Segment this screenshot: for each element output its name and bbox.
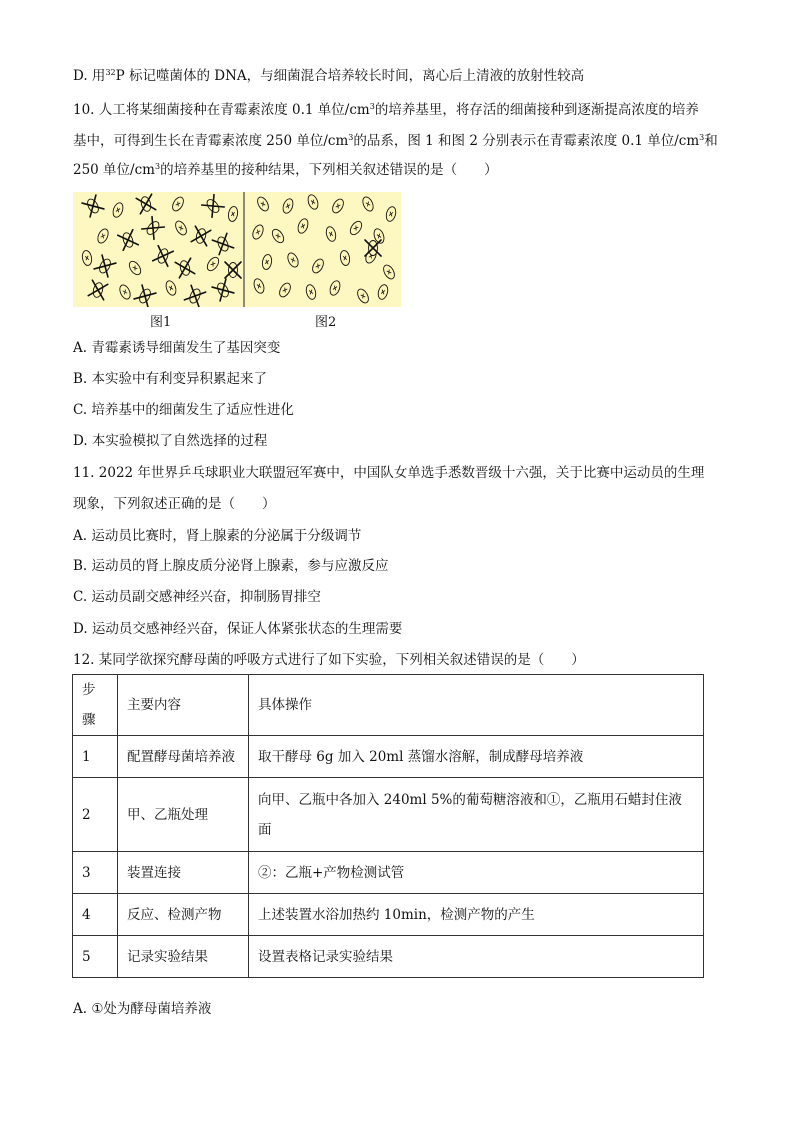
- table-cell: 1: [73, 736, 118, 778]
- dead-bacterium-icon: [225, 262, 241, 278]
- table-cell: 4: [73, 894, 118, 936]
- q11-option-a: A. 运动员比赛时，肾上腺素的分泌属于分级调节: [73, 528, 362, 544]
- bacterium-icon: [339, 250, 350, 266]
- dead-bacterium-icon: [136, 194, 156, 214]
- table-cell: 3: [73, 852, 118, 894]
- dead-bacterium-icon: [153, 246, 174, 267]
- header-step: 步骤: [73, 675, 118, 736]
- bacterium-icon: [127, 259, 143, 276]
- dead-bacterium-icon: [118, 230, 139, 251]
- bacterium-icon: [306, 193, 320, 210]
- figure-2-caption: 图2: [315, 315, 337, 330]
- bacterium-icon: [164, 279, 178, 296]
- table-row: [73, 852, 704, 894]
- table-row: [73, 894, 704, 936]
- dead-bacterium-icon: [365, 240, 381, 256]
- q12-stem: 12. 某同学欲探究酵母菌的呼吸方式进行了如下实验，下列相关叙述错误的是（ ）: [73, 652, 585, 668]
- bacterium-icon: [310, 257, 325, 274]
- header-main-content: 主要内容: [118, 675, 249, 736]
- bacterium-icon: [348, 219, 364, 236]
- table-cell: 5: [73, 936, 118, 978]
- bacterium-icon: [227, 206, 238, 222]
- bacteria-culture-figure: [73, 192, 401, 307]
- figure-1-caption: 图1: [150, 315, 172, 330]
- q12-option-a: A. ①处为酵母菌培养液: [73, 1001, 212, 1017]
- bacterium-icon: [270, 227, 286, 244]
- bacterium-icon: [118, 283, 132, 300]
- table-cell: 取干酵母 6g 加入 20ml 蒸馏水溶解，制成酵母培养液: [249, 736, 704, 778]
- bacterium-icon: [305, 284, 318, 301]
- bacterium-icon: [286, 251, 300, 268]
- table-cell-line: 向甲、乙瓶中各加入 240ml 5%的葡萄糖溶液和①，乙瓶用石蜡封住液: [258, 791, 682, 808]
- table-cell: 装置连接: [118, 852, 249, 894]
- q10-stem-line-1: 10. 人工将某细菌接种在青霉素浓度 0.1 单位$/cm^3$的培养基里，将存活的细菌接种到逐渐提高浓度的培养: [73, 102, 699, 118]
- q10-option-c: C. 培养基中的细菌发生了适应性进化: [73, 402, 294, 418]
- dead-bacterium-icon: [202, 195, 225, 218]
- q11-option-c: C. 运动员副交感神经兴奋，抑制肠胃排空: [73, 589, 321, 605]
- bacterium-icon: [261, 254, 272, 270]
- table-cell: 甲、乙瓶处理: [118, 778, 249, 852]
- bacterium-icon: [377, 284, 390, 301]
- bacterium-icon: [381, 263, 396, 280]
- bacterium-icon: [81, 250, 92, 266]
- q10-stem-line-3: 250 单位$/cm^3$的培养基里的接种结果，下列相关叙述错误的是（ ）: [73, 162, 498, 178]
- dead-bacterium-icon: [212, 233, 233, 254]
- bacterium-icon: [328, 279, 342, 296]
- table-cell: ②：乙瓶+产物检测试管: [249, 852, 704, 894]
- dead-bacterium-icon: [191, 226, 211, 246]
- bacterium-icon: [277, 281, 292, 298]
- table-cell-line: 面: [258, 821, 272, 838]
- bacterium-icon: [205, 255, 221, 272]
- table-cell: 设置表格记录实验结果: [249, 936, 704, 978]
- table-row: [73, 778, 704, 852]
- bacterium-icon: [385, 206, 398, 223]
- dead-bacterium-icon: [134, 285, 156, 307]
- table-cell: 记录实验结果: [118, 936, 249, 978]
- dead-bacterium-icon: [88, 280, 108, 300]
- q10-option-a: A. 青霉素诱导细菌发生了基因突变: [73, 340, 281, 356]
- bacterium-icon: [330, 197, 345, 214]
- table-cell: 配置酵母菌培养液: [118, 736, 249, 778]
- q9-option-d: D. 用$^{32}$P 标记噬菌体的 DNA，与细菌混合培养较长时间，离心后上清液的放射性较高: [73, 68, 585, 84]
- bacterium-icon: [111, 201, 125, 218]
- q10-stem-line-2: 基中，可得到生长在青霉素浓度 250 单位$/cm^3$的品系，图 1 和图 2 分别表示在青霉素浓度 0.1 单位$/cm^3$和: [73, 133, 718, 149]
- table-cell: 反应、检测产物: [118, 894, 249, 936]
- table-row: [73, 736, 704, 778]
- bacterium-icon: [361, 195, 375, 212]
- table-cell: [249, 778, 704, 852]
- q10-option-b: B. 本实验中有利变异积累起来了: [73, 371, 268, 387]
- dead-bacterium-icon: [82, 195, 104, 217]
- q11-option-d: D. 运动员交感神经兴奋，保证人体紧张状态的生理需要: [73, 621, 403, 637]
- q11-stem-line-2: 现象，下列叙述正确的是（ ）: [73, 496, 276, 512]
- table-cell: 上述装置水浴加热约 10min，检测产物的产生: [249, 894, 704, 936]
- table-row: [73, 936, 704, 978]
- dead-bacterium-icon: [94, 255, 116, 277]
- dead-bacterium-icon: [142, 217, 165, 240]
- q11-option-b: B. 运动员的肾上腺皮质分泌肾上腺素，参与应激反应: [73, 558, 389, 574]
- q10-option-d: D. 本实验模拟了自然选择的过程: [73, 433, 268, 449]
- bacterium-icon: [355, 287, 370, 304]
- header-operation: 具体操作: [249, 675, 704, 736]
- bacterium-icon: [252, 277, 266, 294]
- bacterium-icon: [281, 197, 295, 214]
- bacterium-icon: [173, 219, 188, 236]
- dead-bacterium-icon: [175, 258, 195, 278]
- dead-bacterium-icon: [212, 279, 234, 301]
- bacterium-icon: [296, 217, 310, 234]
- table-cell: 2: [73, 778, 118, 852]
- bacterium-icon: [325, 226, 338, 243]
- experiment-table: [72, 674, 704, 978]
- bacterium-icon: [96, 227, 110, 244]
- bacterium-icon: [255, 195, 270, 212]
- q11-stem-line-1: 11. 2022 年世界乒乓球职业大联盟冠军赛中，中国队女单选手悉数晋级十六强，关于比赛中运动员的生理: [73, 465, 705, 481]
- bacterium-icon: [251, 223, 265, 240]
- table-header-row: [73, 675, 704, 736]
- bacterium-icon: [170, 195, 185, 212]
- dead-bacterium-icon: [184, 285, 205, 306]
